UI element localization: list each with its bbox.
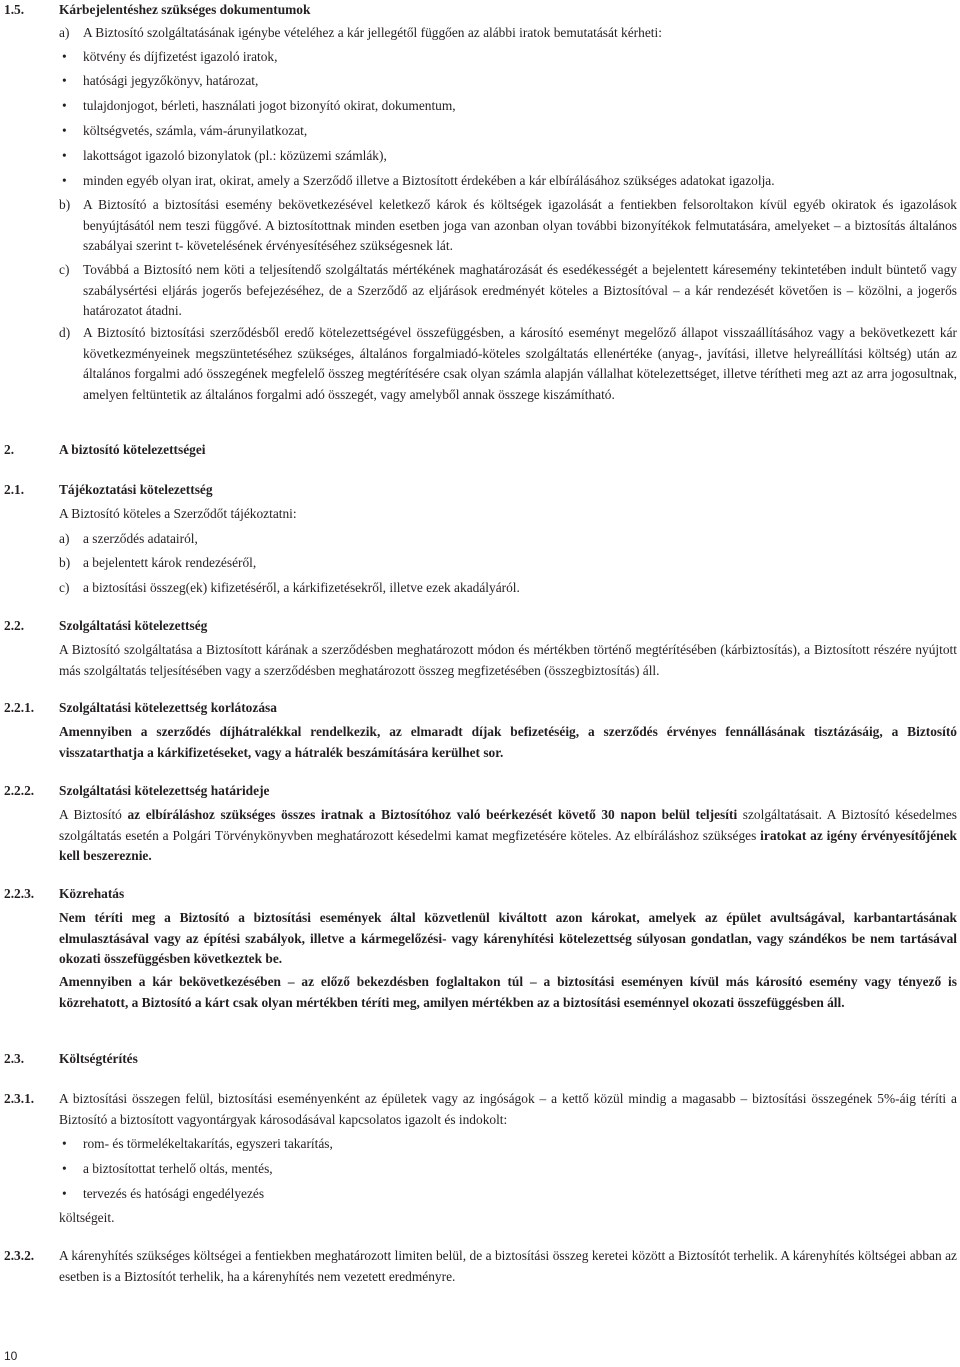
text-run-bold: az elbíráláshoz szükséges összes iratnak a Biztosítóhoz való beérkezését követő 30 napon belül teljesíti bbox=[127, 807, 738, 822]
paragraph: Amennyiben a kár bekövetkezésében – az előző bekezdésben foglaltakon túl – a biztosítási eseményen kívül más károsító esemény vagy tényező is közrehatott, a Biztosító a kárt csak olyan mértékben téríti meg, amilyen mértékben az a biztosítási eseménnyel okozati összefüggésben áll. bbox=[59, 974, 957, 1010]
item-text: a biztosítási összeg(ek) kifizetéséről, a kárkifizetésekről, illetve ezek akadályáról. bbox=[83, 580, 520, 595]
section-number: 2.3. bbox=[4, 1051, 25, 1066]
section-title: Költségtérítés bbox=[59, 1051, 138, 1066]
list-item-text: lakottságot igazoló bizonylatok (pl.: közüzemi számlák), bbox=[83, 148, 387, 163]
bullet-icon: • bbox=[62, 73, 67, 88]
section-title: Szolgáltatási kötelezettség bbox=[59, 618, 208, 633]
bullet-icon: • bbox=[62, 1186, 67, 1201]
item-label: b) bbox=[59, 197, 71, 212]
paragraph: Nem téríti meg a Biztosító a biztosítási események által közvetlenül kiváltott azon károkat, amelyek az épület avultságával, karbantartásának elmulasztásával vagy az építési szabályok, illetve a kármegelőzési- vagy kárenyhítési kötelezettség súlyosan gondatlan, vagy szándékos be nem tartásával okozati összefüggésben következtek be. bbox=[59, 910, 957, 966]
text-run: szolgáltatásait. A Biztosító késedelmes szolgáltatás esetén a Polgári Törvénykönyvben meghatározott késedelmi kamat megfizetésére köteles. Az elbíráláshoz szükséges bbox=[59, 807, 957, 843]
section-number: 2.3.2. bbox=[4, 1248, 35, 1263]
section-title: Kárbejelentéshez szükséges dokumentumok bbox=[59, 2, 311, 17]
list-item-text: tervezés és hatósági engedélyezés bbox=[83, 1186, 265, 1201]
section-number: 2.3.1. bbox=[4, 1091, 35, 1106]
text-run-bold: iratokat az igény érvényesítőjének kell beszereznie. bbox=[59, 827, 957, 863]
section-number: 1.5. bbox=[4, 2, 25, 17]
section-title: Közrehatás bbox=[59, 886, 125, 901]
item-label: b) bbox=[59, 555, 71, 570]
item-text: a szerződés adatairól, bbox=[83, 531, 198, 546]
bullet-icon: • bbox=[62, 49, 67, 64]
list-item-text: tulajdonjogot, bérleti, használati jogot bizonyító okirat, dokumentum, bbox=[83, 98, 456, 113]
bullet-icon: • bbox=[62, 98, 67, 113]
paragraph: Amennyiben a szerződés díjhátralékkal rendelkezik, az elmaradt díjak befizetéséig, a szerződés érvényes fennállásának tisztázásáig, a Biztosító visszatarthatja a kárkifizetéseket, vagy a hátralék beszámítására kerülhet sor. bbox=[59, 724, 957, 760]
paragraph: A Biztosító szolgáltatása a Biztosított kárának a szerződésben meghatározott módon és mértékben történő megtérítésében (kárbiztosítás), a Biztosított részére nyújtott más szolgáltatás teljesítésében vagy a szerződésben meghatározott összeg megfizetésében (összegbiztosítás) áll. bbox=[59, 642, 957, 678]
list-item-text: költségvetés, számla, vám-árunyilatkozat, bbox=[83, 123, 308, 138]
section-title: A biztosító kötelezettségei bbox=[59, 442, 206, 457]
item-text: A Biztosító biztosítási szerződésből eredő kötelezettségével összefüggésben, a károsító eseményt megelőző állapot visszaállításához vagy a bekövetkezett kár következményeinek megszüntetéséhez szükséges, általános forgalmiadó-köteles szolgáltatás ellenértéke (anyag-, javítási, illetve helyreállítási költség) után az általános forgalmi adó összegének megfelelő összeg megtérítésére csak olyan számla alapján vállalhat kötelezettséget, illetve térítheti meg azt az arra jogosultnak, amelyen feltüntetik az általános forgalmi adó összegét, vagy amelyből annak összege kiszámítható. bbox=[83, 325, 957, 402]
paragraph: A biztosítási összegen felül, biztosítási eseményenként az épületek vagy az ingóságok – a kettő közül mindig a magasabb – biztosítási összegének 5%-áig téríti a Biztosító a biztosított vagyontárgyak károsodásával kapcsolatos igazolt és indokolt: bbox=[59, 1091, 957, 1127]
list-item-text: a biztosítottat terhelő oltás, mentés, bbox=[83, 1161, 273, 1176]
section-number: 2.2.3. bbox=[4, 886, 35, 901]
item-label: c) bbox=[59, 262, 70, 277]
item-text: Továbbá a Biztosító nem köti a teljesítendő szolgáltatás mértékének maghatározását és esedékességét a bejelentett káresemény tekintetében indult büntető vagy szabálysértési eljárás jogerős befejezéséhez, de a Szerződő az eljárások eredményét köteles a Biztosítóval – a kár rendezését követően is – közölni, a jogerős határozatot átadni. bbox=[83, 262, 957, 318]
item-label: a) bbox=[59, 531, 70, 546]
section-number: 2.2.1. bbox=[4, 700, 35, 715]
paragraph: költségeit. bbox=[59, 1210, 115, 1225]
text-run: A Biztosító bbox=[59, 807, 128, 822]
list-item-text: kötvény és díjfizetést igazoló iratok, bbox=[83, 49, 278, 64]
section-title: Szolgáltatási kötelezettség korlátozása bbox=[59, 700, 277, 715]
item-label: c) bbox=[59, 580, 70, 595]
item-text: A Biztosító a biztosítási esemény bekövetkezésével keletkező károk és költségek igazolását a fentiekben felsoroltakon kívül egyéb okiratok és igazolások benyújtásától nem teszi függővé. A biztosítottnak minden esetben joga van azonban olyan további bizonyítékok felmutatására, amelyeket – a biztosítás általános szabályai szerint t- követelésének érvényesítéséhez szükségesnek lát. bbox=[83, 197, 957, 253]
bullet-icon: • bbox=[62, 173, 67, 188]
list-item-text: rom- és törmelékeltakarítás, egyszeri takarítás, bbox=[83, 1136, 333, 1151]
item-label: a) bbox=[59, 25, 70, 40]
paragraph: A Biztosító köteles a Szerződőt tájékoztatni: bbox=[59, 506, 297, 521]
item-text: A Biztosító szolgáltatásának igénybe vételéhez a kár jellegétől függően az alábbi iratok bemutatását kérheti: bbox=[83, 25, 662, 40]
paragraph bbox=[59, 805, 957, 867]
paragraph: A kárenyhítés szükséges költségei a fentiekben meghatározott limiten belül, de a biztosítási összeg keretei között a Biztosítót terhelik. A kárenyhítés költségei abban az esetben is a Biztosítót terhelik, ha a kárenyhítés nem vezetett eredményre. bbox=[59, 1248, 957, 1284]
item-text: a bejelentett károk rendezéséről, bbox=[83, 555, 257, 570]
section-title: Tájékoztatási kötelezettség bbox=[59, 482, 213, 497]
section-number: 2.2. bbox=[4, 618, 25, 633]
bullet-icon: • bbox=[62, 123, 67, 138]
bullet-icon: • bbox=[62, 148, 67, 163]
list-item-text: hatósági jegyzőkönyv, határozat, bbox=[83, 73, 259, 88]
bullet-icon: • bbox=[62, 1161, 67, 1176]
section-number: 2. bbox=[4, 442, 15, 457]
bullet-icon: • bbox=[62, 1136, 67, 1151]
list-item-text: minden egyéb olyan irat, okirat, amely a Szerződő illetve a Biztosított érdekében a kár elbírálásához szükséges adatokat igazolja. bbox=[83, 173, 775, 188]
section-number: 2.1. bbox=[4, 482, 25, 497]
section-title: Szolgáltatási kötelezettség határideje bbox=[59, 783, 270, 798]
page-number: 10 bbox=[4, 1349, 18, 1363]
section-number: 2.2.2. bbox=[4, 783, 35, 798]
item-label: d) bbox=[59, 325, 71, 340]
